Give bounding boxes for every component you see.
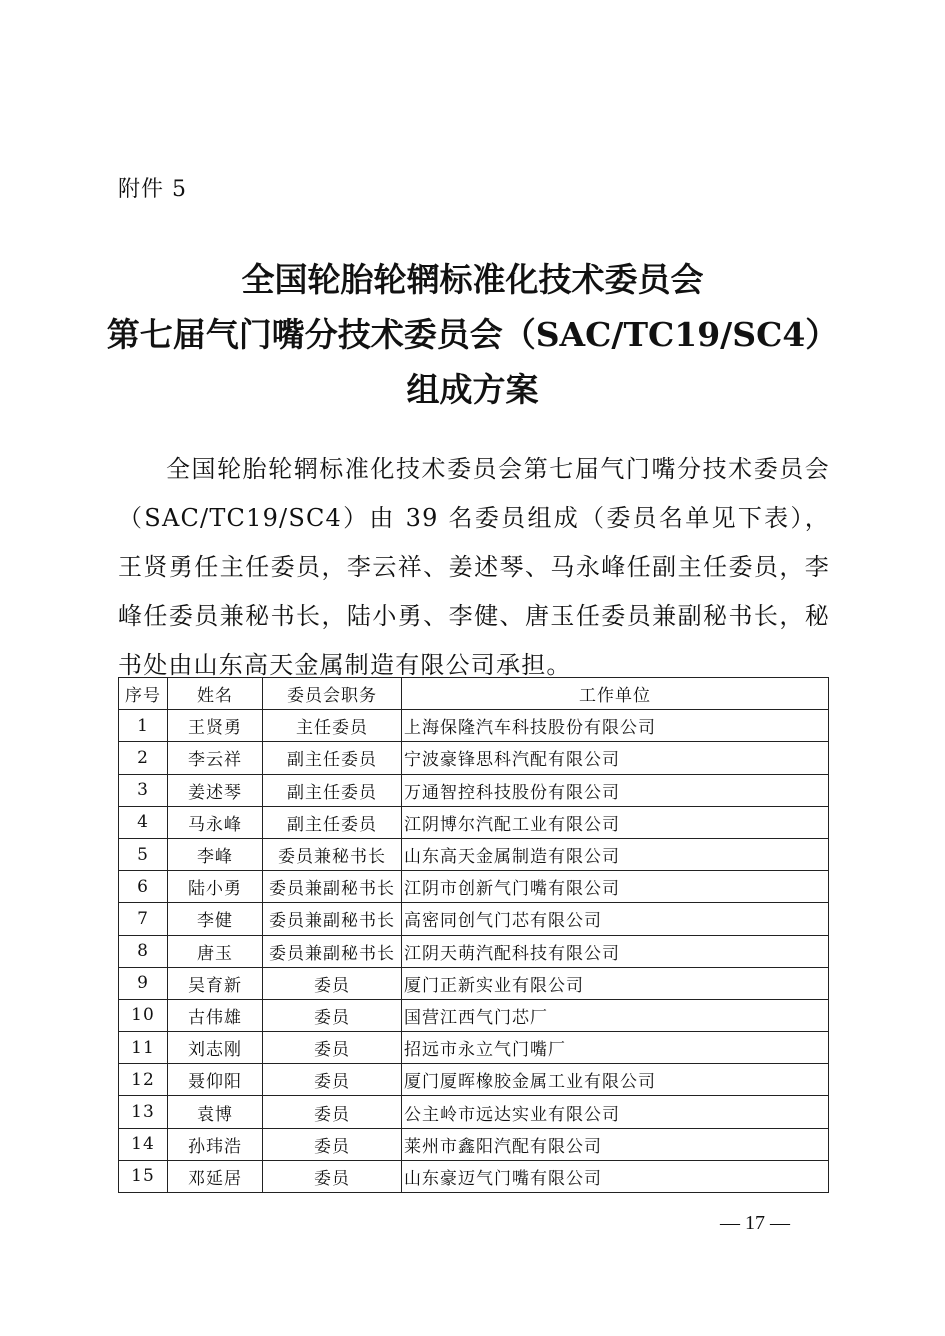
cell-organization: 招远市永立气门嘴厂 xyxy=(402,1032,829,1064)
cell-name: 孙玮浩 xyxy=(168,1128,263,1160)
cell-index: 8 xyxy=(119,935,168,967)
cell-organization: 厦门正新实业有限公司 xyxy=(402,967,829,999)
cell-role: 委员 xyxy=(263,967,402,999)
cell-organization: 莱州市鑫阳汽配有限公司 xyxy=(402,1128,829,1160)
cell-name: 聂仰阳 xyxy=(168,1064,263,1096)
cell-index: 15 xyxy=(119,1160,168,1192)
cell-role: 主任委员 xyxy=(263,710,402,742)
table-body xyxy=(119,710,829,1193)
cell-organization: 宁波豪锋思科汽配有限公司 xyxy=(402,742,829,774)
cell-role: 委员 xyxy=(263,1064,402,1096)
table-row xyxy=(119,935,829,967)
cell-index: 5 xyxy=(119,838,168,870)
table-row xyxy=(119,1096,829,1128)
table-row xyxy=(119,1160,829,1192)
cell-index: 4 xyxy=(119,806,168,838)
cell-role: 委员 xyxy=(263,1096,402,1128)
cell-role: 委员兼秘书长 xyxy=(263,838,402,870)
table-row xyxy=(119,710,829,742)
cell-name: 李峰 xyxy=(168,838,263,870)
cell-name: 姜述琴 xyxy=(168,774,263,806)
table-row xyxy=(119,903,829,935)
cell-organization: 公主岭市远达实业有限公司 xyxy=(402,1096,829,1128)
cell-index: 9 xyxy=(119,967,168,999)
table-header-row xyxy=(119,678,829,710)
cell-role: 委员 xyxy=(263,1160,402,1192)
title-line-2: 第七届气门嘴分技术委员会（SAC/TC19/SC4） xyxy=(106,315,839,354)
table-row xyxy=(119,742,829,774)
table-row xyxy=(119,1032,829,1064)
cell-organization: 江阴博尔汽配工业有限公司 xyxy=(402,806,829,838)
cell-organization: 上海保隆汽车科技股份有限公司 xyxy=(402,710,829,742)
page-number: — 17 — xyxy=(720,1212,790,1234)
cell-name: 李云祥 xyxy=(168,742,263,774)
cell-index: 7 xyxy=(119,903,168,935)
cell-organization: 山东豪迈气门嘴有限公司 xyxy=(402,1160,829,1192)
cell-organization: 国营江西气门芯厂 xyxy=(402,999,829,1031)
cell-index: 3 xyxy=(119,774,168,806)
cell-name: 陆小勇 xyxy=(168,871,263,903)
cell-organization: 高密同创气门芯有限公司 xyxy=(402,903,829,935)
cell-index: 12 xyxy=(119,1064,168,1096)
cell-name: 马永峰 xyxy=(168,806,263,838)
cell-role: 副主任委员 xyxy=(263,806,402,838)
cell-organization: 江阴天萌汽配科技有限公司 xyxy=(402,935,829,967)
intro-paragraph: 全国轮胎轮辋标准化技术委员会第七届气门嘴分技术委员会（SAC/TC19/SC4）由 39 名委员组成（委员名单见下表），王贤勇任主任委员，李云祥、姜述琴、马永峰任副主任委员，李峰任委员兼秘书长，陆小勇、李健、唐玉任委员兼副秘书长，秘书处由山东高天金属制造有限公司承担。 xyxy=(118,455,830,679)
cell-name: 唐玉 xyxy=(168,935,263,967)
document-title xyxy=(0,252,945,417)
cell-organization: 山东高天金属制造有限公司 xyxy=(402,838,829,870)
table-row xyxy=(119,838,829,870)
cell-index: 1 xyxy=(119,710,168,742)
table-row xyxy=(119,1064,829,1096)
cell-index: 13 xyxy=(119,1096,168,1128)
cell-index: 6 xyxy=(119,871,168,903)
header-name: 姓名 xyxy=(168,678,263,710)
attachment-label: 附件 5 xyxy=(118,177,187,202)
cell-index: 2 xyxy=(119,742,168,774)
cell-role: 委员 xyxy=(263,1032,402,1064)
cell-name: 刘志刚 xyxy=(168,1032,263,1064)
table-row xyxy=(119,806,829,838)
cell-index: 10 xyxy=(119,999,168,1031)
cell-role: 委员兼副秘书长 xyxy=(263,871,402,903)
table-row xyxy=(119,871,829,903)
cell-name: 吴育新 xyxy=(168,967,263,999)
table-row xyxy=(119,967,829,999)
cell-organization: 江阴市创新气门嘴有限公司 xyxy=(402,871,829,903)
cell-name: 王贤勇 xyxy=(168,710,263,742)
cell-organization: 万通智控科技股份有限公司 xyxy=(402,774,829,806)
table-row xyxy=(119,1128,829,1160)
header-index: 序号 xyxy=(119,678,168,710)
cell-index: 11 xyxy=(119,1032,168,1064)
table-row xyxy=(119,999,829,1031)
header-role: 委员会职务 xyxy=(263,678,402,710)
title-line-1: 全国轮胎轮辋标准化技术委员会 xyxy=(241,260,704,299)
cell-role: 委员兼副秘书长 xyxy=(263,935,402,967)
header-organization: 工作单位 xyxy=(402,678,829,710)
title-line-3: 组成方案 xyxy=(406,370,539,409)
cell-name: 邓延居 xyxy=(168,1160,263,1192)
members-table xyxy=(118,677,829,1193)
cell-index: 14 xyxy=(119,1128,168,1160)
table-row xyxy=(119,774,829,806)
cell-organization: 厦门厦晖橡胶金属工业有限公司 xyxy=(402,1064,829,1096)
cell-role: 委员 xyxy=(263,1128,402,1160)
cell-role: 委员 xyxy=(263,999,402,1031)
cell-role: 委员兼副秘书长 xyxy=(263,903,402,935)
cell-name: 袁博 xyxy=(168,1096,263,1128)
cell-role: 副主任委员 xyxy=(263,742,402,774)
cell-name: 李健 xyxy=(168,903,263,935)
cell-name: 古伟雄 xyxy=(168,999,263,1031)
cell-role: 副主任委员 xyxy=(263,774,402,806)
